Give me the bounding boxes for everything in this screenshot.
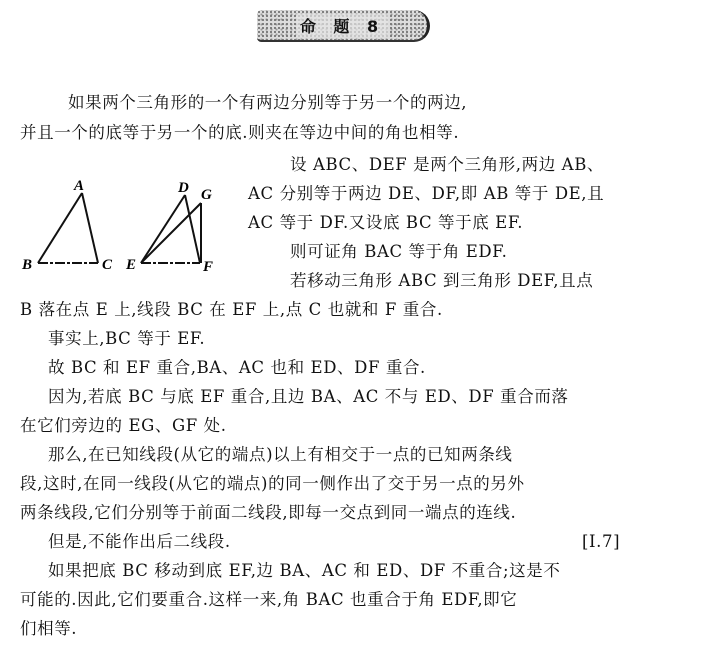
proof-reference: [I.7] <box>582 532 621 551</box>
proof-line-11: 那么,在已知线段(从它的端点)以上有相交于一点的已知两条线 <box>48 445 513 464</box>
proposition-title: 命 题 8 <box>296 14 388 37</box>
label-F: F <box>203 259 214 275</box>
proof-line-9: 因为,若底 BC 与底 EF 重合,且边 BA、AC 不与 ED、DF 重合而落 <box>48 387 569 406</box>
proof-line-8: 故 BC 和 EF 重合,BA、AC 也和 ED、DF 重合. <box>48 358 426 377</box>
proof-line-4: 则可证角 BAC 等于角 EDF. <box>290 242 508 261</box>
proof-line-3: AC 等于 DF.又设底 BC 等于底 EF. <box>248 213 524 232</box>
proposition-banner <box>257 10 430 42</box>
proof-line-14: 但是,不能作出后二线段. <box>48 532 231 551</box>
label-B: B <box>22 257 33 273</box>
proof-line-10: 在它们旁边的 EG、GF 处. <box>20 416 227 435</box>
proof-line-6: B 落在点 E 上,线段 BC 在 EF 上,点 C 也就和 F 重合. <box>20 300 443 319</box>
triangle-figure <box>0 170 240 280</box>
proof-line-15: 如果把底 BC 移动到底 EF,边 BA、AC 和 ED、DF 不重合;这是不 <box>48 561 561 580</box>
label-C: C <box>102 257 113 273</box>
label-A: A <box>74 178 85 194</box>
statement-line-2: 并且一个的底等于另一个的底.则夹在等边中间的角也相等. <box>20 123 460 142</box>
proof-line-1: 设 ABC、DEF 是两个三角形,两边 AB、 <box>290 155 605 174</box>
label-E: E <box>126 257 137 273</box>
proof-line-7: 事实上,BC 等于 EF. <box>48 329 206 348</box>
statement-line-1: 如果两个三角形的一个有两边分别等于另一个的两边, <box>68 93 468 112</box>
label-D: D <box>178 180 189 196</box>
proof-line-5: 若移动三角形 ABC 到三角形 DEF,且点 <box>290 271 594 290</box>
proof-line-2: AC 分别等于两边 DE、DF,即 AB 等于 DE,且 <box>248 184 605 203</box>
proof-line-17: 们相等. <box>20 619 78 638</box>
proof-line-16: 可能的.因此,它们要重合.这样一来,角 BAC 也重合于角 EDF,即它 <box>20 590 518 609</box>
proof-line-13: 两条线段,它们分别等于前面二线段,即每一交点到同一端点的连线. <box>20 503 517 522</box>
proof-line-12: 段,这时,在同一线段(从它的端点)的同一侧作出了交于另一点的另外 <box>20 474 525 493</box>
label-G: G <box>201 187 212 203</box>
